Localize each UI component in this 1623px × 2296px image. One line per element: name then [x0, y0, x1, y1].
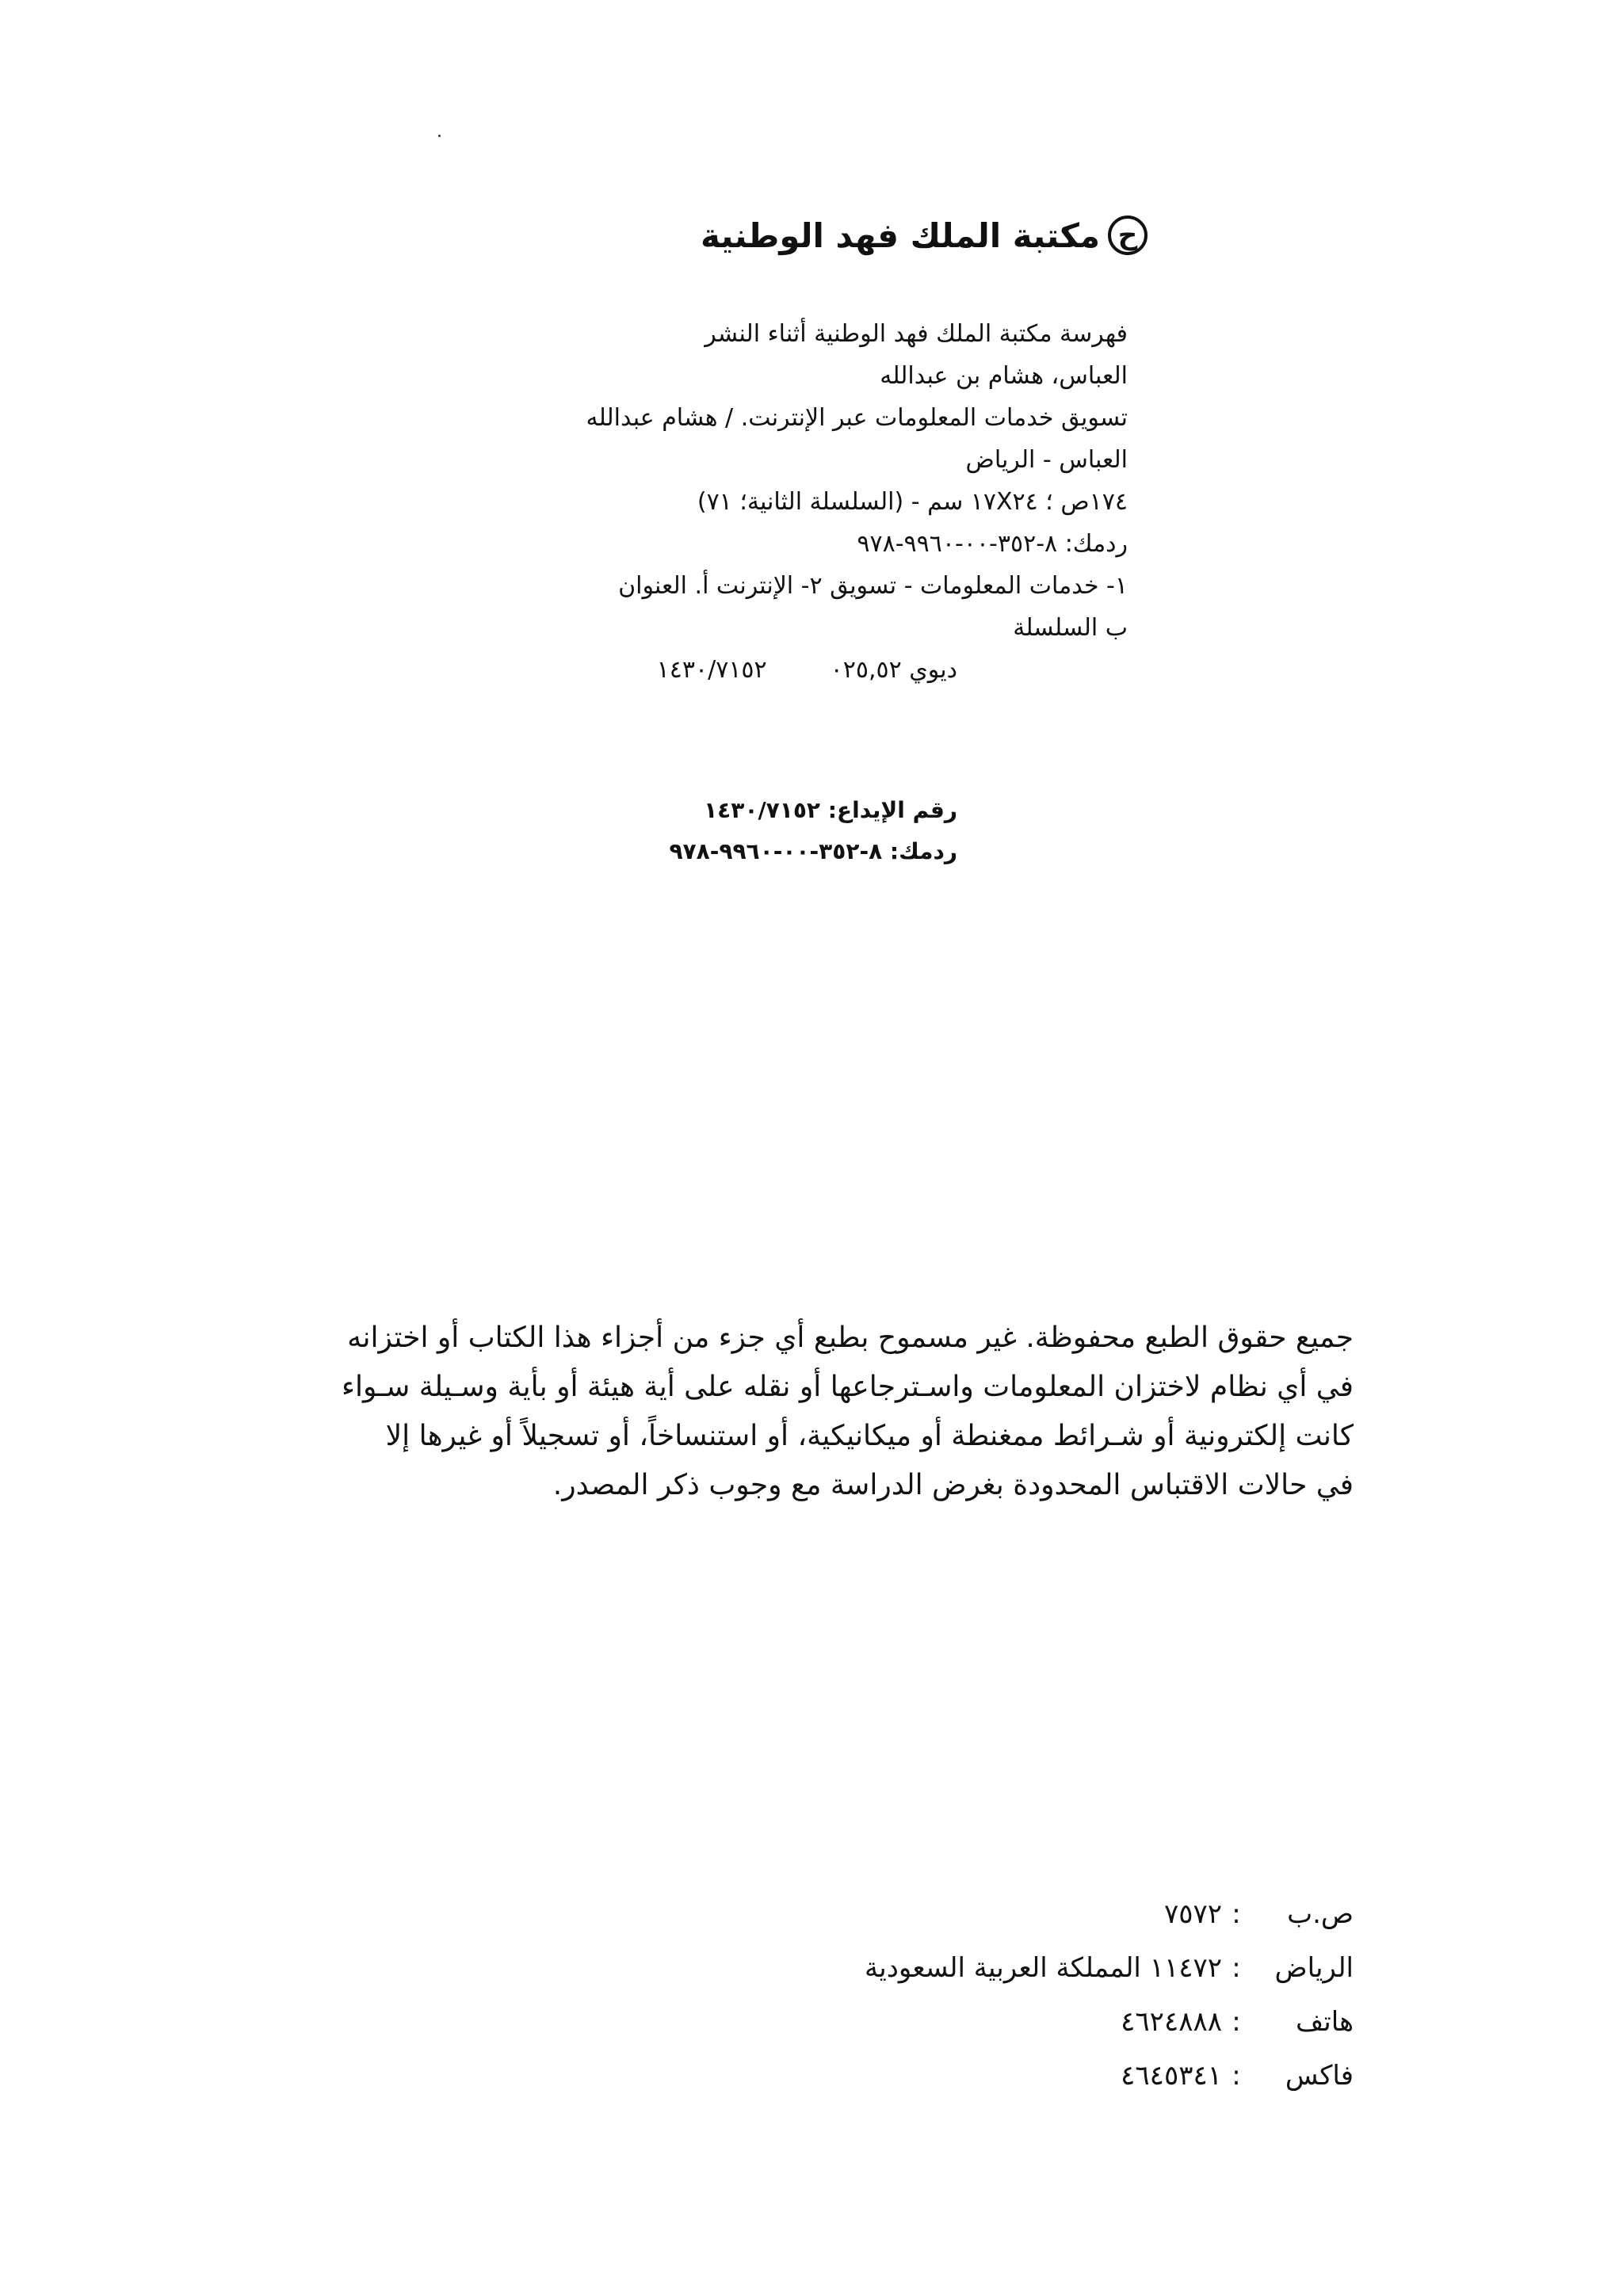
deposit-number: رقم الإيداع: ١٤٣٠/٧١٥٢: [704, 797, 957, 823]
phone-value: ٤٦٢٤٨٨٨: [1121, 2006, 1222, 2038]
rights-line-1: جميع حقوق الطبع محفوظة. غير مسموح بطبع أي جزء من أجزاء هذا الكتاب أو اختزانه: [347, 1322, 1354, 1354]
catalog-title: تسويق خدمات المعلومات عبر الإنترنت. / هشام عبدالله: [586, 404, 1128, 432]
pobox-colon: :: [1232, 1898, 1241, 1930]
phone-label: هاتف: [1296, 2006, 1354, 2038]
deposit-isbn: ردمك: ٨-٣٥٢-٠٠-٩٩٦٠-٩٧٨: [669, 838, 957, 864]
catalog-heading: فهرسة مكتبة الملك فهد الوطنية أثناء النشر: [705, 320, 1128, 348]
catalog-isbn: ردمك: ٨-٣٥٢-٠٠-٩٩٦٠-٩٧٨: [857, 530, 1128, 558]
city-value: ١١٤٧٢ المملكة العربية السعودية: [865, 1952, 1222, 1984]
fax-colon: :: [1232, 2060, 1241, 2092]
fax-value: ٤٦٤٥٣٤١: [1121, 2060, 1222, 2092]
catalog-dewey: [478, 649, 1128, 691]
library-name: مكتبة الملك فهد الوطنية: [701, 215, 1100, 255]
dewey-label: ديوي ٠٢٥,٥٢: [830, 656, 957, 684]
fax-row: [865, 2049, 1354, 2103]
phone-colon: :: [1232, 2006, 1241, 2038]
rights-line-4: في حالات الاقتباس المحدودة بغرض الدراسة مع وجوب ذكر المصدر.: [552, 1469, 1354, 1501]
city-row: [865, 1941, 1354, 1995]
catalog-title-cont: العباس - الرياض: [965, 446, 1128, 474]
catalog-physical: ١٧٤ص ؛ ١٧X٢٤ سم - (السلسلة الثانية؛ ٧١): [697, 488, 1128, 516]
scan-speck: [438, 135, 441, 137]
rights-line-2: في أي نظام لاختزان المعلومات واسـترجاعها أو نقله على أية هيئة أو بأية وسـيلة سـواء: [342, 1371, 1354, 1403]
copyright-notice: [204, 1314, 1354, 1510]
catalog-author: العباس، هشام بن عبدالله: [880, 362, 1128, 390]
dewey-number: ١٤٣٠/٧١٥٢: [656, 656, 767, 684]
deposit-block: [669, 790, 957, 872]
copyright-mark: ح: [1108, 215, 1148, 255]
catalog-subjects: ١- خدمات المعلومات - تسويق ٢- الإنترنت أ. العنوان: [618, 572, 1128, 600]
pobox-label: ص.ب: [1287, 1898, 1354, 1930]
phone-row: [865, 1995, 1354, 2049]
pobox-row: [865, 1887, 1354, 1941]
cataloging-in-publication: [478, 313, 1128, 691]
catalog-series: ب السلسلة: [1013, 614, 1128, 642]
city-label: الرياض: [1274, 1952, 1354, 1984]
library-header: [701, 215, 1148, 255]
rights-line-3: كانت إلكترونية أو شـرائط ممغنطة أو ميكانيكية، أو استنساخاً، أو تسجيلاً أو غيرها إلا: [385, 1420, 1354, 1452]
city-colon: :: [1232, 1952, 1241, 1984]
publisher-address: [865, 1887, 1354, 2103]
fax-label: فاكس: [1285, 2060, 1354, 2092]
pobox-value: ٧٥٧٢: [1163, 1898, 1222, 1930]
